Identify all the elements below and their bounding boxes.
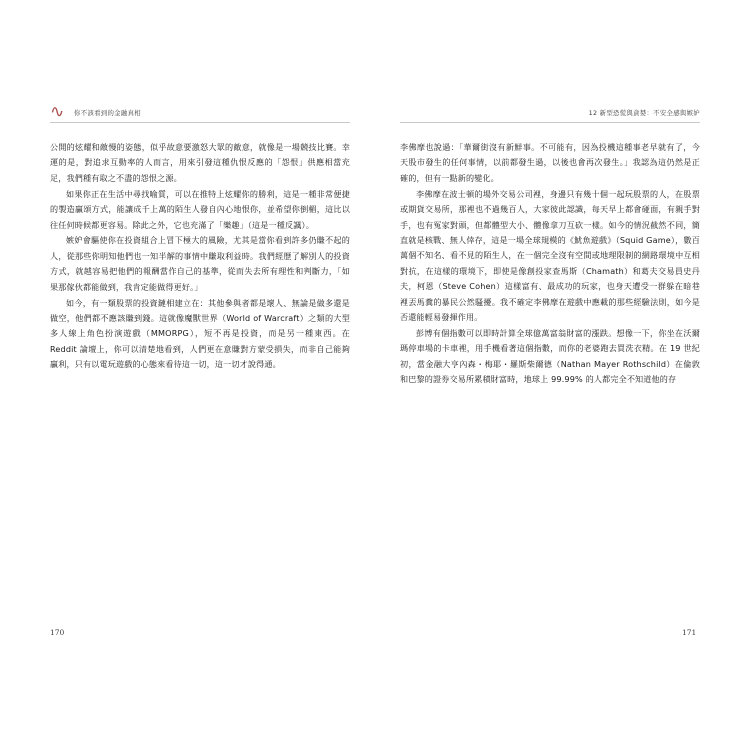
page-left	[50, 100, 350, 660]
page-number-left: 170	[50, 628, 65, 637]
paragraph: 彭博有個指數可以即時計算全球億萬富翁財富的漲跌。想像一下，你坐在沃爾瑪停車場的卡車裡，用手機看著這個指數，而你的老婆跑去買洗衣精。在 19 世紀初，當金融大亨內森・梅耶・羅斯柴爾德（Nathan Mayer Rothschild）在倫敦和巴黎的證券交易所累積財富時，地球上 99.99% 的人都完全不知道他的存	[400, 327, 700, 385]
running-head-right	[400, 100, 700, 123]
paragraph: 如果你正在生活中尋找喻質，可以在推特上炫耀你的勝利，這是一種非常便捷的製造贏頌方式，能讓成千上萬的陌生人發自內心地恨你，並希望你倒楣，這比以往任何時候都更容易。除此之外，它也充滿了「樂趣」（這是一種反諷）。	[50, 188, 350, 230]
paragraph: 如今，有一類股票的投資鏈相建立在：其他參與者都是壞人、無論是做多還是做空，他們都不應該賺到錢。這就像魔獸世界（World of Warcraft）之類的大型多人線上角色扮演遊戲（MMORPG），短不再是投資，而是另一種東西。在 Reddit 論壇上，你可以清楚地看到，人們更在意賺對方蒙受損失，而非自己能夠贏利，只有以電玩遊戲的心態來看待這一切，這一切才說得通。	[50, 297, 350, 370]
body-text-right	[400, 140, 700, 388]
running-head-right-text: 12 新型恐慌與貪婪：不安全感與嫉妒	[588, 109, 700, 117]
swash-ornament-icon: ∿	[50, 102, 65, 122]
paragraph: 李佛摩在波士頓的場外交易公司裡，身邊只有幾十個一起玩股票的人，在股票或期貨交易所，那裡也不過幾百人，大家彼此認識，每天早上都會碰面，有親手對手，也有冤家對頭，但都體型大小、體像拿刀互砍一樣。如今的情況截然不同，簡直就是核戰、無人倖存，這是一場全球規模的《魷魚遊戲》（Squid Game），數百萬個不知名、看不見的陌生人，在一個完全沒有空間或地理限制的網路環境中互相對抗，在這樣的環境下，即使是像創投家查馬斯（Chamath）和葛夫交易員史丹夫，柯恩（Steve Cohen）這樣富有、最成功的玩家，也身天遭受一群躲在暗巷裡丟馬糞的暴民公然騷擾。我不確定李佛摩在遊戲中應載的那些經驗法則，如今是否還能輕易發揮作用。	[400, 188, 700, 322]
running-head-left-text: 你不該看到的金融真相	[74, 109, 141, 117]
page-number-right: 171	[682, 628, 697, 637]
running-head-left	[50, 100, 350, 123]
body-text-left	[50, 140, 350, 373]
paragraph: 公開的炫耀和敵慢的姿態，似乎故意要激怒大眾的敵意，就像是一場競技比賽。幸運的是，對追求互動率的人而言，用來引發這種仇恨反應的「怨恨」供應相當充足，我們種有取之不盡的怨恨之源。	[50, 142, 350, 183]
page-right	[400, 100, 700, 660]
paragraph: 李佛摩也說過：「華爾街沒有新鮮事。不可能有，因為投機這種事老早就有了，今天股市發生的任何事情，以前都發生過，以後也會再次發生。」我認為這仍然是正確的，但有一點新的變化。	[400, 142, 700, 183]
paragraph: 嫉妒會驅使你在投資組合上冒下極大的風險，尤其是當你看到許多仍賺不起的人，從那些你明知他們也一知半解的事情中賺取利益時。我們經歷了解別人的投資方式，就越容易把他們的報酬當作自己的基準，從而失去所有理性和判斷力，「如果那傢伙都能做到，我肯定能做得更好。」	[50, 235, 350, 292]
